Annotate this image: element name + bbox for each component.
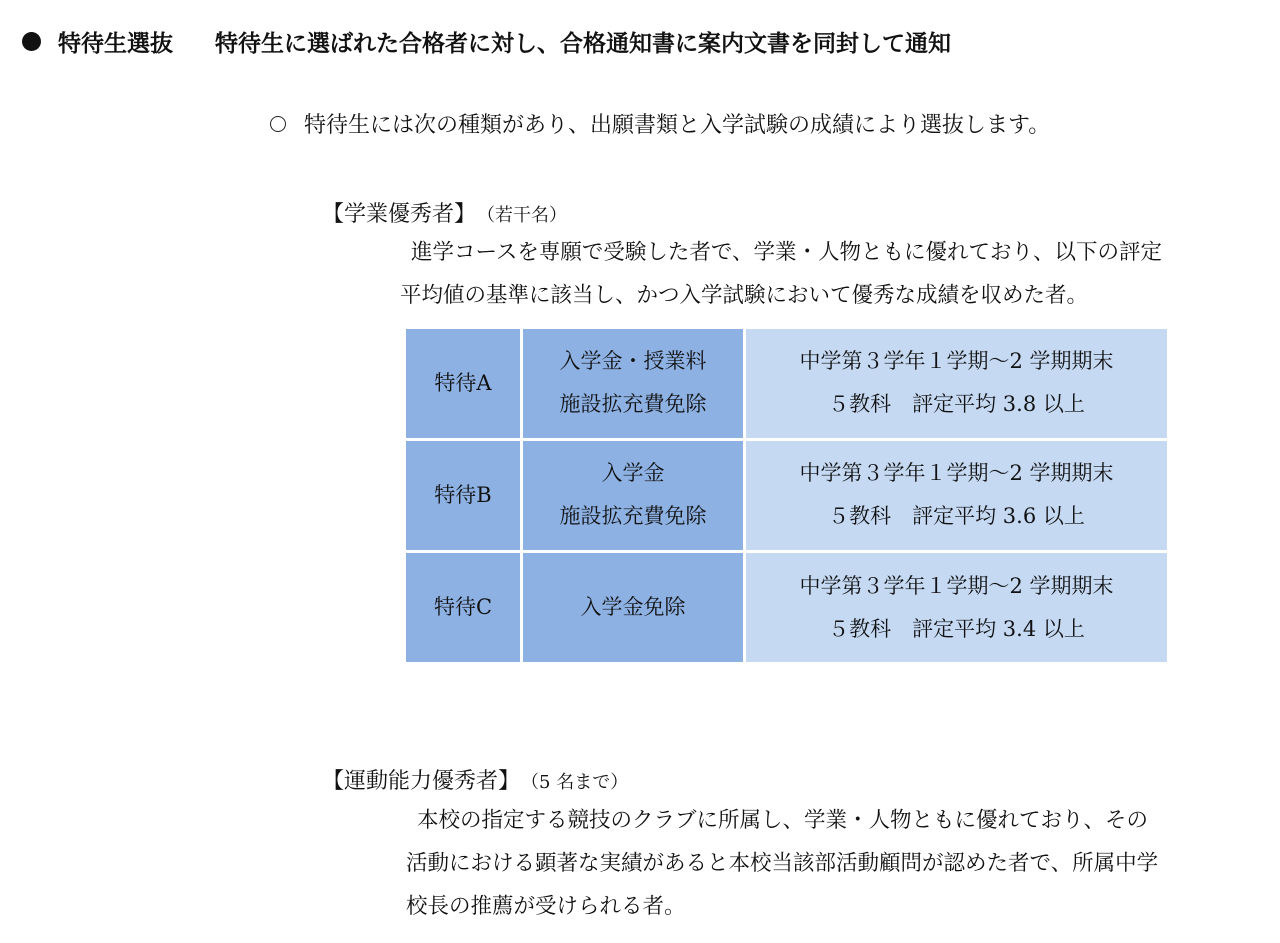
athletic-desc-line-1: 本校の指定する競技のクラブに所属し、学業・人物ともに優れており、その [417,808,1149,833]
bullet-dot-icon [22,32,41,51]
table-row [406,329,1167,439]
academic-desc-line-1: 進学コースを専願で受験した者で、学業・人物ともに優れており、以下の評定 [411,240,1162,265]
headline-text: 特待生に選ばれた合格者に対し、合格通知書に案内文書を同封して通知 [215,30,951,57]
grade-benefit [522,552,745,662]
athletic-desc-line-2: 活動における顕著な実績があると本校当該部活動顧問が認めた者で、所属中学 [406,851,1159,876]
grade-name: 特待C [406,552,522,662]
benefit-line: 入学金・授業料 [559,349,707,374]
athletic-description [406,799,1158,928]
intro-line [270,108,1050,139]
academic-title-row [322,197,567,228]
headline-label: 特待生選抜 [58,30,173,57]
athletic-title: 【運動能力優秀者】 [322,769,521,794]
grade-name: 特待B [406,439,522,551]
benefit-line: 入学金 [601,461,665,486]
athletic-desc-line-3: 校長の推薦が受けられる者。 [406,894,686,919]
athletic-note: （5 名まで） [530,772,629,793]
benefit-line: 施設拡充費免除 [559,504,707,529]
academic-title: 【学業優秀者】 [322,202,477,227]
circle-bullet-icon [270,116,286,132]
benefit-line: 施設拡充費免除 [559,392,707,417]
scholarship-grade-table [406,329,1167,662]
benefit-line: 入学金免除 [580,595,686,620]
criteria-line: 中学第３学年１学期～2 学期期末 [799,573,1114,598]
criteria-line: 中学第３学年１学期～2 学期期末 [799,461,1114,486]
grade-criteria [745,329,1168,439]
grade-criteria [745,439,1168,551]
grade-benefit [522,329,745,439]
intro-text: 特待生には次の種類があり、出願書類と入学試験の成績により選抜します。 [304,113,1051,138]
table-row [406,439,1167,551]
section-headline [22,24,951,58]
academic-description [400,231,1162,317]
table-row [406,552,1167,662]
criteria-line: ５教科 評定平均 3.8 以上 [828,392,1085,417]
grade-benefit [522,439,745,551]
criteria-line: 中学第３学年１学期～2 学期期末 [799,349,1114,374]
academic-note: （若干名） [486,205,568,226]
criteria-line: ５教科 評定平均 3.4 以上 [828,616,1085,641]
academic-desc-line-2: 平均値の基準に該当し、かつ入学試験において優秀な成績を収めた者。 [400,283,1089,308]
athletic-title-row [322,764,628,795]
criteria-line: ５教科 評定平均 3.6 以上 [828,504,1085,529]
grade-name: 特待A [406,329,522,439]
grade-criteria [745,552,1168,662]
